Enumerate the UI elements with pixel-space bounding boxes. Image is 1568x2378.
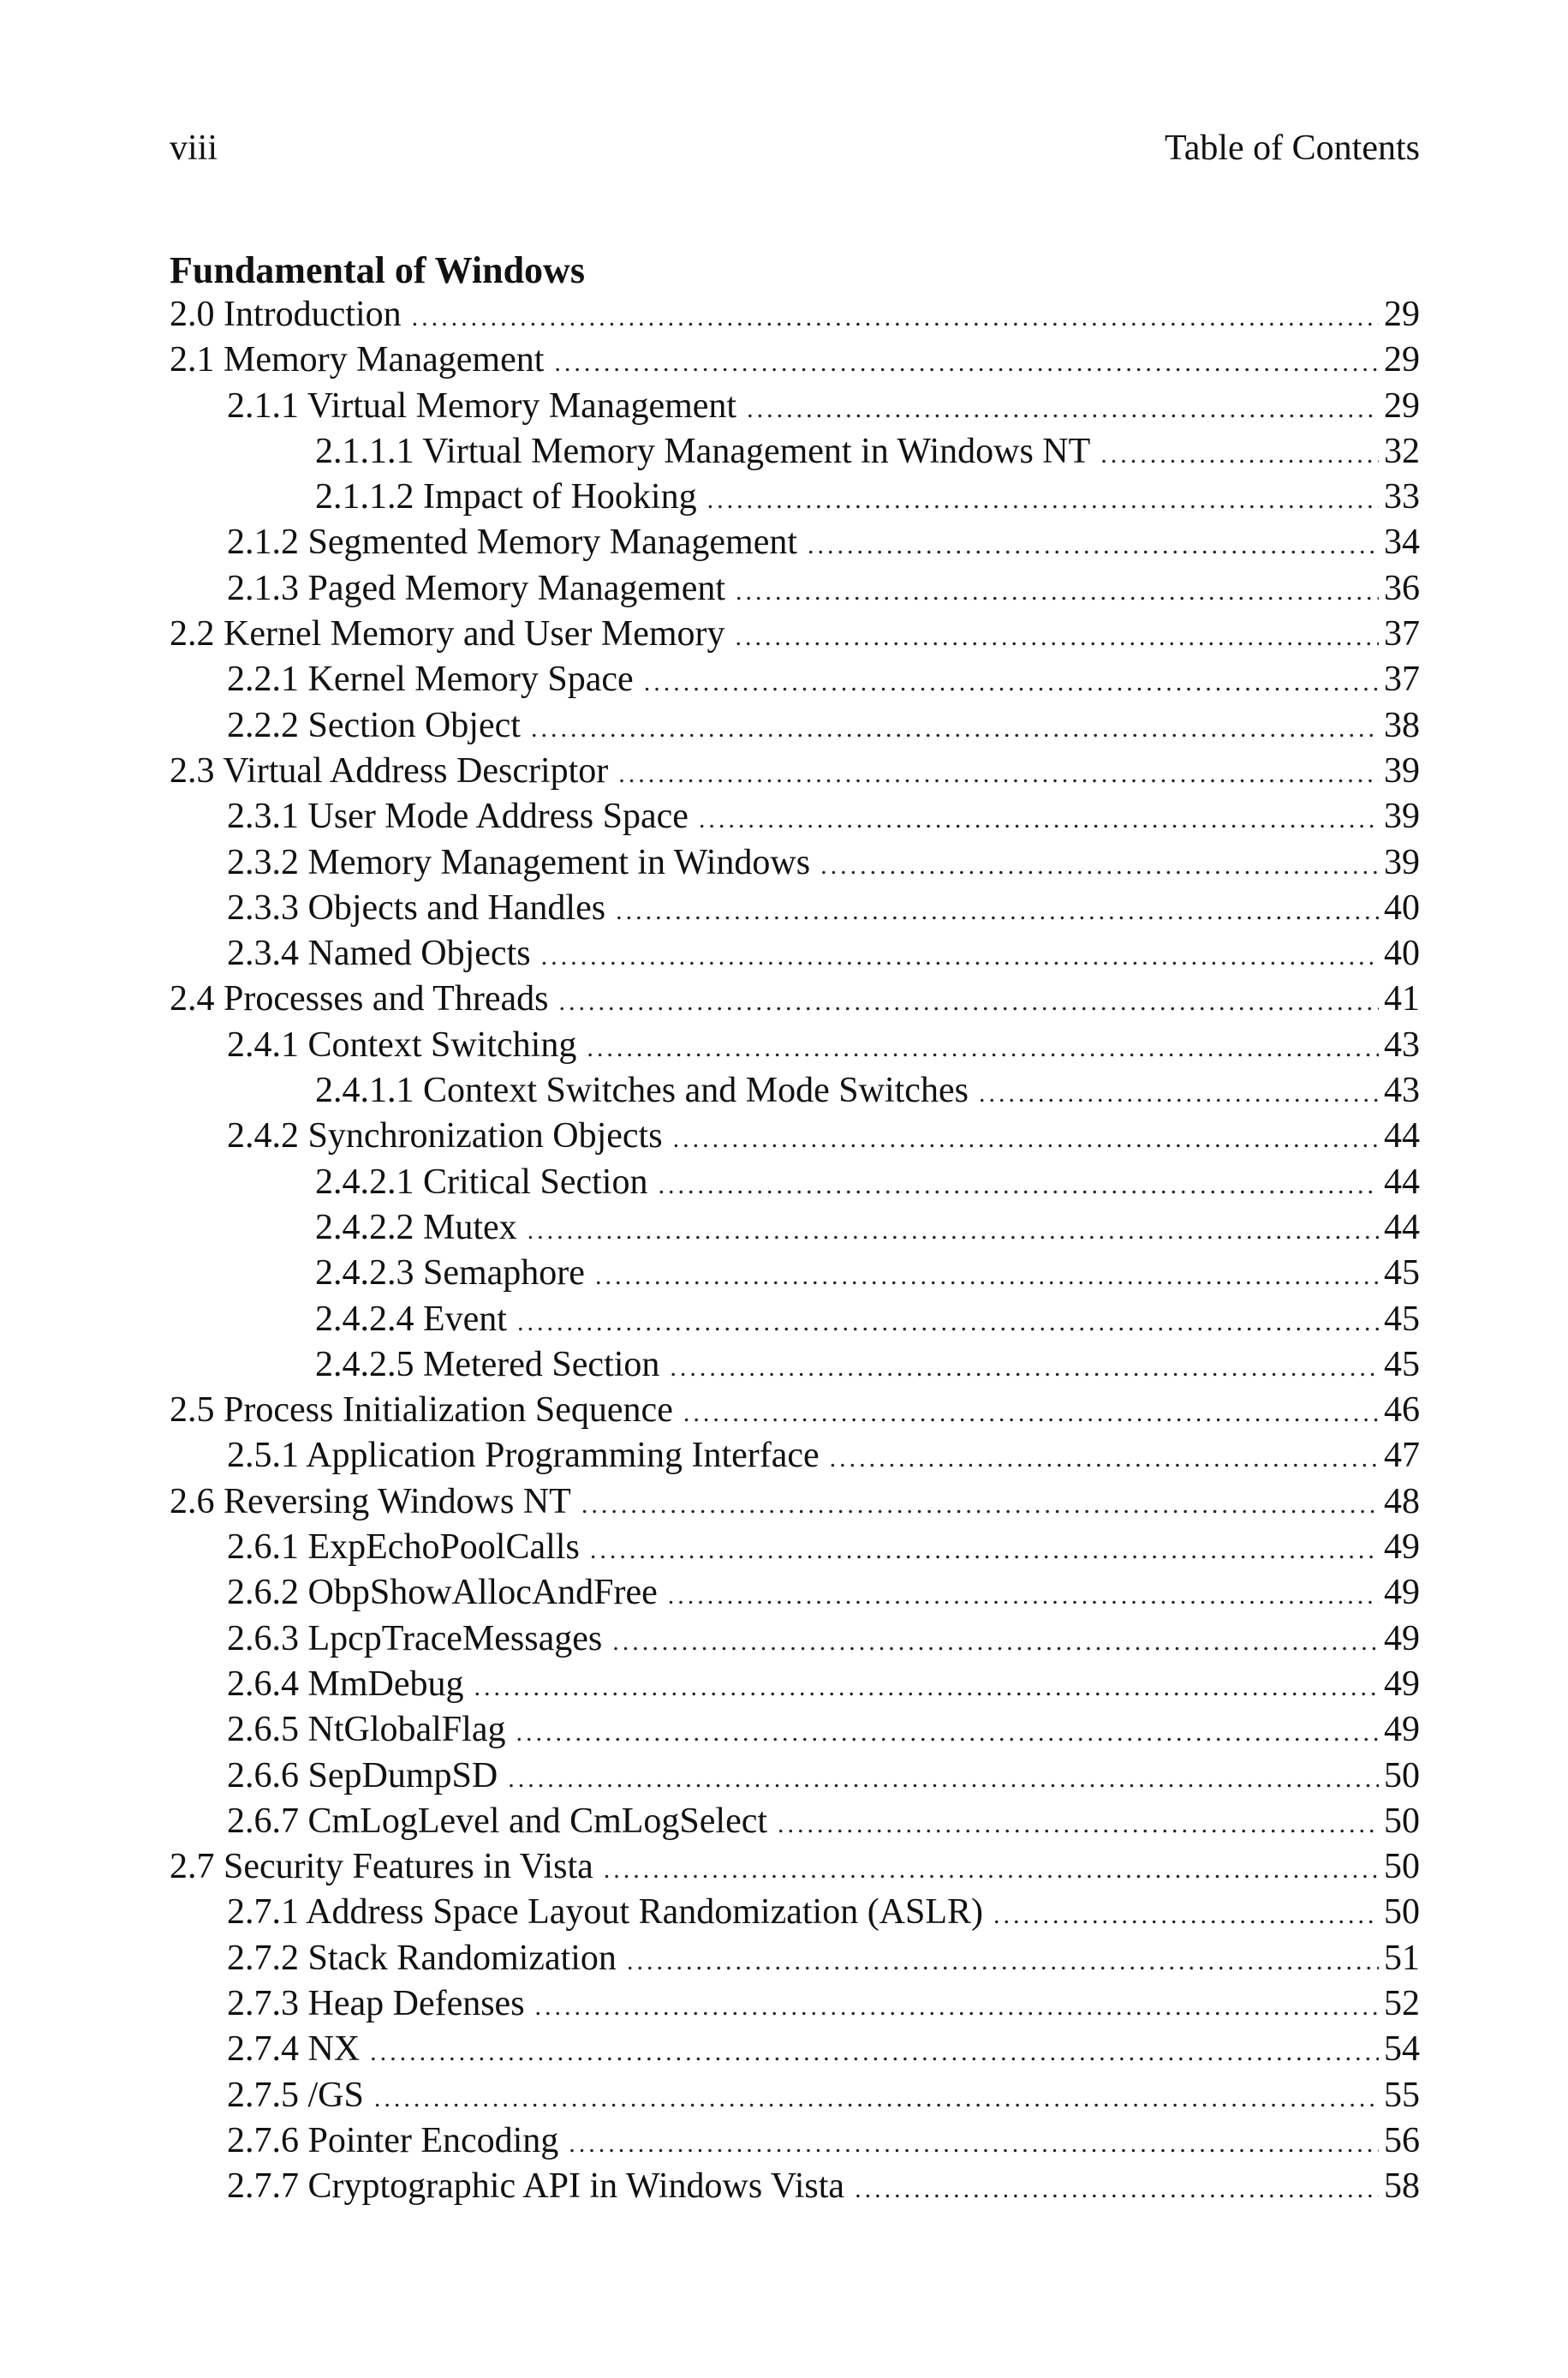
dot-leader: [558, 979, 1379, 1022]
toc-entry[interactable]: [170, 1479, 1420, 1525]
toc-entry[interactable]: [170, 1890, 1420, 1935]
toc-entry[interactable]: [170, 1525, 1420, 1570]
toc-entry-title: 2.3.1 User Mode Address Space: [227, 797, 689, 837]
dot-leader: [604, 1847, 1379, 1890]
toc-entry-title: 2.7 Security Features in Vista: [170, 1847, 593, 1887]
toc-entry-title: 2.1.1.1 Virtual Memory Management in Windows NT: [315, 431, 1091, 471]
toc-entry-title: 2.1.3 Paged Memory Management: [227, 568, 726, 608]
toc-entry-page: 37: [1384, 614, 1420, 654]
toc-entry-page: 38: [1384, 705, 1420, 745]
toc-entry[interactable]: [170, 1205, 1420, 1251]
dot-leader: [528, 1208, 1379, 1251]
toc-entry-page: 44: [1384, 1207, 1420, 1247]
toc-entry[interactable]: [170, 1570, 1420, 1616]
dot-leader: [587, 1025, 1379, 1068]
dot-leader: [736, 569, 1379, 612]
toc-entry-title: 2.1.1.2 Impact of Hooking: [315, 477, 697, 517]
toc-entry-title: 2.4.2.4 Event: [315, 1299, 507, 1339]
dot-leader: [531, 706, 1379, 749]
toc-entry-title: 2.7.7 Cryptographic API in Windows Vista: [227, 2166, 845, 2207]
toc-entry-page: 36: [1384, 568, 1420, 608]
toc-entry-title: 2.6.1 ExpEchoPoolCalls: [227, 1527, 580, 1568]
toc-entry-page: 51: [1384, 1938, 1420, 1978]
dot-leader: [658, 1162, 1379, 1205]
toc-entry-title: 2.2.1 Kernel Memory Space: [227, 660, 634, 700]
toc-entry-title: 2.4.2 Synchronization Objects: [227, 1116, 663, 1156]
toc-entry[interactable]: [170, 886, 1420, 931]
toc-entry[interactable]: [170, 2118, 1420, 2164]
toc-entry-title: 2.2.2 Section Object: [227, 705, 521, 745]
dot-leader: [830, 1436, 1379, 1479]
toc-entry-page: 45: [1384, 1253, 1420, 1294]
toc-entry[interactable]: [170, 977, 1420, 1022]
toc-entry-page: 52: [1384, 1983, 1420, 2023]
toc-entry-title: 2.4.1.1 Context Switches and Mode Switches: [315, 1071, 969, 1111]
dot-leader: [855, 2166, 1379, 2209]
toc-entry-page: 49: [1384, 1618, 1420, 1658]
toc-entry[interactable]: [170, 840, 1420, 886]
toc-entry-title: 2.1 Memory Management: [170, 340, 545, 380]
dot-leader: [618, 751, 1379, 794]
toc-entry[interactable]: [170, 1023, 1420, 1068]
dot-leader: [683, 1390, 1379, 1433]
toc-entry[interactable]: [170, 1981, 1420, 2027]
toc-entry-title: 2.2 Kernel Memory and User Memory: [170, 614, 725, 654]
toc-entry-title: 2.1.1 Virtual Memory Management: [227, 385, 737, 426]
toc-entry-page: 39: [1384, 842, 1420, 882]
toc-entry[interactable]: [170, 2073, 1420, 2118]
toc-entry-title: 2.7.2 Stack Randomization: [227, 1938, 617, 1978]
toc-entry-page: 37: [1384, 660, 1420, 700]
dot-leader: [516, 1710, 1379, 1753]
toc-entry-title: 2.6.4 MmDebug: [227, 1664, 464, 1704]
dot-leader: [736, 614, 1380, 657]
toc-entry-page: 33: [1384, 477, 1420, 517]
page-number: viii: [170, 128, 218, 168]
toc-entry-page: 40: [1384, 887, 1420, 928]
toc-entry[interactable]: [170, 1388, 1420, 1433]
toc-entry-page: 44: [1384, 1162, 1420, 1202]
toc-entry[interactable]: [170, 2164, 1420, 2209]
toc-entry-page: 29: [1384, 340, 1420, 380]
toc-entry-title: 2.7.3 Heap Defenses: [227, 1983, 525, 2023]
toc-entry-title: 2.4 Processes and Threads: [170, 979, 549, 1019]
dot-leader: [517, 1300, 1379, 1342]
toc-entry-page: 56: [1384, 2120, 1420, 2160]
toc-entry-page: 40: [1384, 934, 1420, 974]
toc-entry-title: 2.6.6 SepDumpSD: [227, 1755, 498, 1795]
toc-entry-page: 50: [1384, 1801, 1420, 1841]
dot-leader: [747, 386, 1379, 429]
toc-entry-page: 50: [1384, 1755, 1420, 1795]
toc-entry-title: 2.4.2.2 Mutex: [315, 1207, 517, 1247]
dot-leader: [616, 888, 1379, 931]
toc-entry-title: 2.7.1 Address Space Layout Randomization (ASLR): [227, 1892, 984, 1933]
dot-leader: [569, 2121, 1379, 2164]
dot-leader: [612, 1619, 1379, 1662]
toc-entry[interactable]: [170, 2027, 1420, 2072]
dot-leader: [707, 477, 1379, 520]
toc-entry-page: 45: [1384, 1344, 1420, 1384]
toc-entry-title: 2.4.2.5 Metered Section: [315, 1344, 660, 1384]
toc-entry[interactable]: [170, 1068, 1420, 1114]
toc-entry[interactable]: [170, 520, 1420, 565]
toc-entry[interactable]: [170, 1799, 1420, 1844]
toc-entry-title: 2.4.2.1 Critical Section: [315, 1162, 648, 1202]
toc-entry-title: 2.3.3 Objects and Handles: [227, 887, 606, 928]
toc-entry-title: 2.7.4 NX: [227, 2029, 361, 2070]
toc-entry-page: 49: [1384, 1710, 1420, 1750]
dot-leader: [627, 1939, 1379, 1981]
toc-entry-title: 2.6.3 LpcpTraceMessages: [227, 1618, 603, 1658]
toc-entry[interactable]: [170, 1342, 1420, 1388]
toc-entry[interactable]: [170, 1251, 1420, 1296]
dot-leader: [993, 1892, 1379, 1935]
dot-leader: [668, 1573, 1379, 1616]
toc-entry[interactable]: [170, 794, 1420, 839]
toc-entry-page: 45: [1384, 1299, 1420, 1339]
toc-entry-page: 50: [1384, 1892, 1420, 1933]
toc-entry[interactable]: [170, 1433, 1420, 1479]
running-header: [170, 127, 1420, 170]
dot-leader: [535, 1984, 1379, 2027]
toc-entry[interactable]: [170, 1616, 1420, 1662]
dot-leader: [808, 523, 1379, 565]
dot-leader: [699, 797, 1379, 839]
toc-entry-title: 2.1.2 Segmented Memory Management: [227, 523, 798, 563]
toc-entry[interactable]: [170, 749, 1420, 794]
toc-entry[interactable]: [170, 338, 1420, 383]
toc-entry[interactable]: [170, 1754, 1420, 1799]
toc-entry-page: 32: [1384, 431, 1420, 471]
toc-list: [170, 292, 1420, 2209]
toc-entry-title: 2.4.1 Context Switching: [227, 1025, 577, 1065]
toc-entry-page: 29: [1384, 385, 1420, 426]
toc-entry[interactable]: [170, 657, 1420, 702]
dot-leader: [370, 2029, 1379, 2072]
dot-leader: [1100, 432, 1379, 475]
toc-entry[interactable]: [170, 475, 1420, 520]
toc-entry-title: 2.3 Virtual Address Descriptor: [170, 750, 609, 791]
dot-leader: [412, 295, 1379, 338]
toc-entry-title: 2.3.2 Memory Management in Windows: [227, 842, 811, 882]
toc-entry[interactable]: [170, 1936, 1420, 1981]
toc-entry-page: 41: [1384, 979, 1420, 1019]
dot-leader: [508, 1756, 1379, 1799]
toc-entry-title: 2.6 Reversing Windows NT: [170, 1481, 571, 1521]
dot-leader: [778, 1801, 1379, 1844]
toc-entry-page: 47: [1384, 1436, 1420, 1476]
toc-entry-page: 34: [1384, 523, 1420, 563]
toc-entry[interactable]: [170, 292, 1420, 338]
toc-entry-page: 48: [1384, 1481, 1420, 1521]
toc-entry-page: 39: [1384, 797, 1420, 837]
toc-entry[interactable]: [170, 384, 1420, 429]
toc-entry-page: 49: [1384, 1573, 1420, 1613]
toc-entry-page: 58: [1384, 2166, 1420, 2207]
toc-entry-page: 55: [1384, 2075, 1420, 2115]
toc-entry-page: 50: [1384, 1847, 1420, 1887]
toc-entry-title: 2.5 Process Initialization Sequence: [170, 1390, 673, 1431]
toc-entry-page: 54: [1384, 2029, 1420, 2070]
toc-entry[interactable]: [170, 1707, 1420, 1753]
toc-entry[interactable]: [170, 612, 1420, 657]
dot-leader: [979, 1071, 1379, 1114]
dot-leader: [595, 1253, 1379, 1296]
dot-leader: [374, 2076, 1379, 2118]
toc-entry-title: 2.6.2 ObpShowAllocAndFree: [227, 1573, 658, 1613]
dot-leader: [581, 1482, 1379, 1525]
dot-leader: [541, 934, 1379, 977]
toc-entry[interactable]: [170, 1160, 1420, 1205]
dot-leader: [554, 340, 1379, 383]
toc-entry-title: 2.0 Introduction: [170, 295, 402, 334]
dot-leader: [670, 1345, 1379, 1388]
toc-entry[interactable]: [170, 1297, 1420, 1342]
toc-entry[interactable]: [170, 1114, 1420, 1159]
toc-entry-page: 49: [1384, 1664, 1420, 1704]
toc-entry-page: 43: [1384, 1025, 1420, 1065]
section-heading: Fundamental of Windows: [170, 249, 585, 291]
toc-entry[interactable]: [170, 1844, 1420, 1890]
dot-leader: [590, 1527, 1379, 1570]
toc-entry[interactable]: [170, 931, 1420, 977]
toc-entry[interactable]: [170, 429, 1420, 475]
toc-entry-page: 49: [1384, 1527, 1420, 1568]
toc-entry-title: 2.7.5 /GS: [227, 2075, 364, 2115]
toc-entry-title: 2.6.5 NtGlobalFlag: [227, 1710, 506, 1750]
toc-entry-page: 43: [1384, 1071, 1420, 1111]
toc-entry[interactable]: [170, 1662, 1420, 1707]
toc-entry-page: 46: [1384, 1390, 1420, 1431]
running-title: Table of Contents: [1165, 128, 1420, 168]
toc-entry[interactable]: [170, 566, 1420, 612]
toc-entry-title: 2.6.7 CmLogLevel and CmLogSelect: [227, 1801, 768, 1841]
toc-entry-page: 39: [1384, 750, 1420, 791]
toc-entry-title: 2.5.1 Application Programming Interface: [227, 1436, 820, 1476]
toc-entry-page: 29: [1384, 295, 1420, 334]
toc-entry[interactable]: [170, 703, 1420, 749]
dot-leader: [644, 660, 1379, 702]
toc-entry-title: 2.3.4 Named Objects: [227, 934, 531, 974]
toc-entry-page: 44: [1384, 1116, 1420, 1156]
dot-leader: [673, 1116, 1379, 1159]
dot-leader: [820, 843, 1379, 886]
toc-entry-title: 2.7.6 Pointer Encoding: [227, 2120, 559, 2160]
dot-leader: [474, 1664, 1380, 1707]
toc-entry-title: 2.4.2.3 Semaphore: [315, 1253, 585, 1294]
